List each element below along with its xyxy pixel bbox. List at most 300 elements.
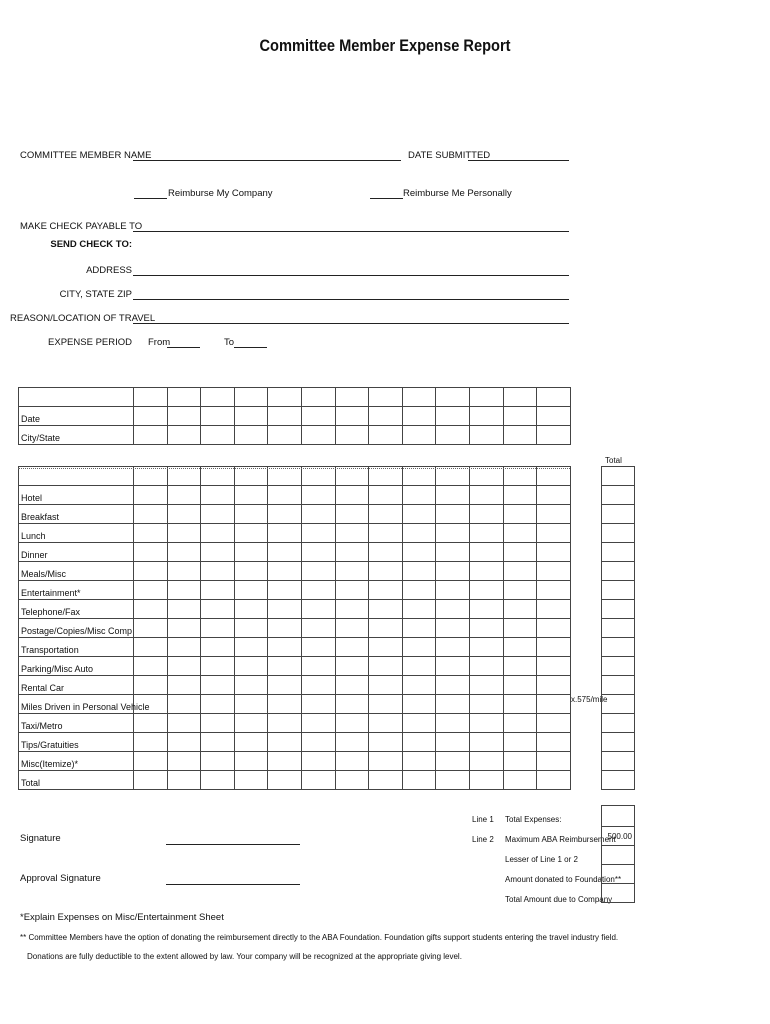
expense-cell[interactable] — [268, 524, 302, 543]
expense-cell[interactable] — [134, 486, 168, 505]
city-state-zip-field[interactable] — [133, 299, 569, 300]
total-cell[interactable] — [602, 714, 635, 733]
expense-cell[interactable] — [234, 543, 268, 562]
expense-cell[interactable] — [369, 657, 403, 676]
expense-cell[interactable] — [134, 752, 168, 771]
expense-cell[interactable] — [201, 543, 235, 562]
expense-cell[interactable] — [402, 676, 436, 695]
expense-cell[interactable] — [134, 543, 168, 562]
expense-cell[interactable] — [503, 657, 537, 676]
expense-cell[interactable] — [234, 619, 268, 638]
expense-cell[interactable] — [469, 733, 503, 752]
expense-cell[interactable] — [537, 581, 571, 600]
expense-cell[interactable] — [167, 714, 201, 733]
expense-cell[interactable] — [201, 638, 235, 657]
expense-cell[interactable] — [537, 714, 571, 733]
expense-cell[interactable] — [369, 676, 403, 695]
expense-cell[interactable] — [537, 638, 571, 657]
expense-cell[interactable] — [335, 543, 369, 562]
expense-cell[interactable] — [469, 524, 503, 543]
expense-cell[interactable] — [234, 752, 268, 771]
expense-cell[interactable] — [134, 771, 168, 790]
expense-cell[interactable] — [234, 505, 268, 524]
date-cell[interactable] — [201, 407, 235, 426]
date-cell[interactable] — [335, 426, 369, 445]
expense-cell[interactable] — [167, 695, 201, 714]
expense-cell[interactable] — [201, 524, 235, 543]
expense-cell[interactable] — [134, 714, 168, 733]
expense-cell[interactable] — [537, 752, 571, 771]
date-cell[interactable] — [369, 407, 403, 426]
expense-cell[interactable] — [335, 638, 369, 657]
date-cell[interactable] — [268, 388, 302, 407]
to-field[interactable] — [234, 347, 267, 348]
expense-cell[interactable] — [167, 638, 201, 657]
expense-cell[interactable] — [503, 771, 537, 790]
date-cell[interactable] — [537, 407, 571, 426]
expense-cell[interactable] — [234, 657, 268, 676]
expense-cell[interactable] — [469, 676, 503, 695]
expense-cell[interactable] — [134, 581, 168, 600]
expense-cell[interactable] — [369, 752, 403, 771]
expense-cell[interactable] — [301, 676, 335, 695]
expense-cell[interactable] — [537, 505, 571, 524]
expense-cell[interactable] — [436, 771, 470, 790]
expense-cell[interactable] — [469, 695, 503, 714]
expense-cell[interactable] — [402, 638, 436, 657]
expense-cell[interactable] — [234, 600, 268, 619]
reimburse-company-checkbox[interactable] — [134, 198, 167, 199]
expense-cell[interactable] — [301, 771, 335, 790]
expense-cell[interactable] — [537, 676, 571, 695]
expense-cell[interactable] — [201, 581, 235, 600]
expense-cell[interactable] — [301, 581, 335, 600]
approval-signature-field[interactable] — [166, 884, 300, 885]
date-cell[interactable] — [134, 388, 168, 407]
expense-cell[interactable] — [201, 752, 235, 771]
date-cell[interactable] — [167, 426, 201, 445]
expense-cell[interactable] — [335, 505, 369, 524]
expense-cell[interactable] — [268, 771, 302, 790]
expense-cell[interactable] — [234, 524, 268, 543]
expense-cell[interactable] — [537, 733, 571, 752]
expense-cell[interactable] — [503, 486, 537, 505]
total-cell[interactable] — [602, 467, 635, 486]
expense-cell[interactable] — [402, 524, 436, 543]
expense-cell[interactable] — [469, 771, 503, 790]
expense-cell[interactable] — [537, 695, 571, 714]
expense-cell[interactable] — [436, 467, 470, 486]
expense-cell[interactable] — [201, 733, 235, 752]
expense-cell[interactable] — [436, 600, 470, 619]
expense-cell[interactable] — [469, 505, 503, 524]
expense-cell[interactable] — [402, 752, 436, 771]
expense-cell[interactable] — [167, 562, 201, 581]
total-cell[interactable] — [602, 486, 635, 505]
expense-cell[interactable] — [301, 638, 335, 657]
expense-cell[interactable] — [234, 467, 268, 486]
total-cell[interactable] — [602, 695, 635, 714]
expense-cell[interactable] — [335, 771, 369, 790]
date-cell[interactable] — [335, 388, 369, 407]
date-cell[interactable] — [436, 407, 470, 426]
expense-cell[interactable] — [537, 524, 571, 543]
expense-cell[interactable] — [201, 657, 235, 676]
expense-cell[interactable] — [402, 543, 436, 562]
expense-cell[interactable] — [268, 543, 302, 562]
expense-cell[interactable] — [503, 733, 537, 752]
expense-cell[interactable] — [402, 695, 436, 714]
expense-cell[interactable] — [335, 600, 369, 619]
expense-cell[interactable] — [201, 771, 235, 790]
expense-cell[interactable] — [234, 695, 268, 714]
expense-cell[interactable] — [436, 657, 470, 676]
date-cell[interactable] — [301, 388, 335, 407]
expense-cell[interactable] — [201, 714, 235, 733]
expense-cell[interactable] — [134, 562, 168, 581]
total-cell[interactable] — [602, 543, 635, 562]
expense-cell[interactable] — [301, 600, 335, 619]
expense-cell[interactable] — [436, 638, 470, 657]
expense-cell[interactable] — [369, 524, 403, 543]
expense-cell[interactable] — [369, 467, 403, 486]
expense-cell[interactable] — [335, 752, 369, 771]
expense-cell[interactable] — [503, 619, 537, 638]
expense-cell[interactable] — [537, 562, 571, 581]
expense-cell[interactable] — [301, 562, 335, 581]
expense-cell[interactable] — [201, 676, 235, 695]
expense-cell[interactable] — [503, 676, 537, 695]
expense-cell[interactable] — [234, 733, 268, 752]
expense-cell[interactable] — [335, 581, 369, 600]
expense-cell[interactable] — [201, 600, 235, 619]
expense-cell[interactable] — [301, 619, 335, 638]
expense-cell[interactable] — [369, 619, 403, 638]
date-cell[interactable] — [167, 407, 201, 426]
expense-cell[interactable] — [167, 505, 201, 524]
date-submitted-field[interactable] — [468, 160, 569, 161]
expense-cell[interactable] — [167, 486, 201, 505]
date-cell[interactable] — [503, 407, 537, 426]
expense-cell[interactable] — [469, 543, 503, 562]
expense-cell[interactable] — [369, 638, 403, 657]
total-cell[interactable] — [602, 771, 635, 790]
expense-cell[interactable] — [402, 657, 436, 676]
expense-cell[interactable] — [134, 657, 168, 676]
expense-cell[interactable] — [167, 619, 201, 638]
total-cell[interactable] — [602, 657, 635, 676]
expense-cell[interactable] — [201, 505, 235, 524]
expense-cell[interactable] — [134, 600, 168, 619]
date-cell[interactable] — [201, 426, 235, 445]
expense-cell[interactable] — [369, 486, 403, 505]
date-cell[interactable] — [234, 407, 268, 426]
expense-cell[interactable] — [167, 467, 201, 486]
expense-cell[interactable] — [134, 638, 168, 657]
expense-cell[interactable] — [268, 752, 302, 771]
total-cell[interactable] — [602, 676, 635, 695]
total-row — [602, 695, 635, 714]
expense-cell[interactable] — [469, 600, 503, 619]
date-cell[interactable] — [469, 426, 503, 445]
member-name-field[interactable] — [133, 160, 401, 161]
expense-cell[interactable] — [167, 676, 201, 695]
expense-cell[interactable] — [301, 467, 335, 486]
expense-cell[interactable] — [234, 714, 268, 733]
expense-cell[interactable] — [301, 486, 335, 505]
date-cell[interactable] — [436, 388, 470, 407]
expense-cell[interactable] — [268, 600, 302, 619]
expense-cell[interactable] — [134, 733, 168, 752]
expense-cell[interactable] — [335, 714, 369, 733]
expense-cell[interactable] — [268, 676, 302, 695]
expense-cell[interactable] — [503, 505, 537, 524]
expense-cell[interactable] — [436, 752, 470, 771]
expense-cell[interactable] — [201, 486, 235, 505]
expense-cell[interactable] — [402, 581, 436, 600]
lesser-box[interactable] — [602, 846, 635, 865]
date-cell[interactable] — [469, 407, 503, 426]
expense-cell[interactable] — [436, 562, 470, 581]
total-row — [602, 562, 635, 581]
expense-cell[interactable] — [268, 657, 302, 676]
signature-label: Signature — [20, 833, 61, 844]
date-cell[interactable] — [469, 388, 503, 407]
expense-cell[interactable] — [335, 467, 369, 486]
expense-cell[interactable] — [369, 543, 403, 562]
expense-cell[interactable] — [369, 600, 403, 619]
expense-cell[interactable] — [335, 562, 369, 581]
address-field[interactable] — [133, 275, 569, 276]
expense-cell[interactable] — [369, 771, 403, 790]
expense-cell[interactable] — [335, 619, 369, 638]
expense-cell[interactable] — [503, 638, 537, 657]
expense-cell[interactable] — [234, 771, 268, 790]
expense-cell[interactable] — [167, 543, 201, 562]
expense-cell[interactable] — [537, 486, 571, 505]
expense-cell[interactable] — [436, 714, 470, 733]
expense-cell[interactable] — [402, 714, 436, 733]
date-cell[interactable] — [369, 388, 403, 407]
date-cell[interactable] — [503, 426, 537, 445]
expense-cell[interactable] — [469, 657, 503, 676]
date-cell[interactable] — [503, 388, 537, 407]
expense-cell[interactable] — [335, 676, 369, 695]
expense-cell[interactable] — [503, 581, 537, 600]
expense-cell[interactable] — [537, 619, 571, 638]
expense-cell[interactable] — [469, 581, 503, 600]
expense-cell[interactable] — [268, 638, 302, 657]
date-cell[interactable] — [134, 407, 168, 426]
expense-cell[interactable] — [234, 581, 268, 600]
expense-cell[interactable] — [134, 524, 168, 543]
expense-cell[interactable] — [537, 467, 571, 486]
expense-cell[interactable] — [335, 695, 369, 714]
expense-cell[interactable] — [436, 695, 470, 714]
total-cell[interactable] — [602, 600, 635, 619]
expense-cell[interactable] — [335, 524, 369, 543]
expense-cell[interactable] — [503, 543, 537, 562]
expense-cell[interactable] — [537, 771, 571, 790]
expense-cell[interactable] — [436, 619, 470, 638]
signature-field[interactable] — [166, 844, 300, 845]
total-cell[interactable] — [602, 505, 635, 524]
expense-cell[interactable] — [369, 505, 403, 524]
expense-cell[interactable] — [201, 467, 235, 486]
date-cell[interactable] — [335, 407, 369, 426]
date-cell[interactable] — [537, 388, 571, 407]
expense-cell[interactable] — [234, 638, 268, 657]
expense-cell[interactable] — [402, 771, 436, 790]
expense-cell[interactable] — [369, 562, 403, 581]
date-cell[interactable] — [268, 407, 302, 426]
expense-cell[interactable] — [402, 600, 436, 619]
expense-cell[interactable] — [402, 486, 436, 505]
total-cell[interactable] — [602, 619, 635, 638]
expense-cell[interactable] — [503, 600, 537, 619]
date-cell[interactable] — [301, 407, 335, 426]
date-cell[interactable] — [537, 426, 571, 445]
expense-cell[interactable] — [268, 562, 302, 581]
date-cell[interactable] — [402, 388, 436, 407]
expense-cell[interactable] — [301, 543, 335, 562]
expense-cell[interactable] — [201, 695, 235, 714]
total-cell[interactable] — [602, 524, 635, 543]
expense-cell[interactable] — [503, 467, 537, 486]
check-payable-field[interactable] — [133, 231, 569, 232]
expense-cell[interactable] — [301, 733, 335, 752]
expense-cell[interactable] — [436, 505, 470, 524]
total-row — [602, 505, 635, 524]
total-cell[interactable] — [602, 752, 635, 771]
expense-cell[interactable] — [436, 676, 470, 695]
expense-cell[interactable] — [167, 752, 201, 771]
total-cell[interactable] — [602, 638, 635, 657]
expense-cell[interactable] — [436, 581, 470, 600]
total-due-box[interactable] — [602, 884, 635, 903]
expense-cell[interactable] — [301, 695, 335, 714]
expense-cell[interactable] — [335, 486, 369, 505]
expense-cell[interactable] — [503, 752, 537, 771]
total-cell[interactable] — [602, 562, 635, 581]
expense-cell[interactable] — [436, 733, 470, 752]
expense-cell[interactable] — [469, 467, 503, 486]
expense-cell[interactable] — [436, 524, 470, 543]
expense-row — [19, 562, 571, 581]
expense-cell[interactable] — [503, 714, 537, 733]
expense-cell[interactable] — [335, 733, 369, 752]
reason-field[interactable] — [133, 323, 569, 324]
expense-cell[interactable] — [167, 600, 201, 619]
expense-cell[interactable] — [301, 752, 335, 771]
date-cell[interactable] — [134, 426, 168, 445]
expense-cell[interactable] — [268, 486, 302, 505]
expense-cell[interactable] — [402, 733, 436, 752]
expense-cell[interactable] — [134, 505, 168, 524]
expense-cell[interactable] — [167, 771, 201, 790]
expense-cell[interactable] — [268, 714, 302, 733]
expense-cell[interactable] — [134, 467, 168, 486]
expense-cell[interactable] — [402, 562, 436, 581]
date-cell[interactable] — [201, 388, 235, 407]
expense-cell[interactable] — [469, 486, 503, 505]
total-cell[interactable] — [602, 733, 635, 752]
expense-cell[interactable] — [167, 733, 201, 752]
date-cell[interactable] — [167, 388, 201, 407]
expense-cell[interactable] — [469, 619, 503, 638]
expense-cell[interactable] — [503, 562, 537, 581]
expense-cell[interactable] — [503, 695, 537, 714]
expense-cell[interactable] — [503, 524, 537, 543]
expense-cell[interactable] — [469, 638, 503, 657]
expense-row — [19, 752, 571, 771]
expense-cell[interactable] — [234, 486, 268, 505]
expense-cell[interactable] — [369, 695, 403, 714]
expense-cell[interactable] — [469, 714, 503, 733]
expense-cell[interactable] — [537, 600, 571, 619]
expense-cell[interactable] — [134, 676, 168, 695]
expense-cell[interactable] — [402, 505, 436, 524]
expense-cell[interactable] — [402, 467, 436, 486]
expense-cell[interactable] — [301, 714, 335, 733]
expense-cell[interactable] — [369, 714, 403, 733]
totals-column — [601, 466, 635, 790]
expense-cell[interactable] — [234, 562, 268, 581]
expense-cell[interactable] — [402, 619, 436, 638]
expense-cell[interactable] — [436, 486, 470, 505]
expense-cell[interactable] — [201, 562, 235, 581]
date-cell[interactable] — [234, 388, 268, 407]
expense-cell[interactable] — [167, 657, 201, 676]
expense-cell[interactable] — [167, 524, 201, 543]
expense-cell[interactable] — [268, 505, 302, 524]
expense-cell[interactable] — [335, 657, 369, 676]
expense-cell[interactable] — [268, 733, 302, 752]
expense-cell[interactable] — [268, 619, 302, 638]
expense-cell[interactable] — [301, 524, 335, 543]
expense-cell[interactable] — [268, 581, 302, 600]
expense-cell[interactable] — [167, 581, 201, 600]
donated-box[interactable] — [602, 865, 635, 884]
total-expenses-box[interactable] — [602, 806, 635, 827]
date-cell[interactable] — [402, 407, 436, 426]
total-cell[interactable] — [602, 581, 635, 600]
expense-cell[interactable] — [268, 695, 302, 714]
expense-cell[interactable] — [369, 733, 403, 752]
date-cell[interactable] — [369, 426, 403, 445]
expense-cell[interactable] — [301, 657, 335, 676]
expense-cell[interactable] — [301, 505, 335, 524]
expense-cell[interactable] — [234, 676, 268, 695]
date-cell[interactable] — [402, 426, 436, 445]
from-field[interactable] — [167, 347, 200, 348]
member-name-label: COMMITTEE MEMBER NAME — [20, 150, 152, 161]
expense-cell[interactable] — [436, 543, 470, 562]
expense-cell[interactable] — [469, 752, 503, 771]
expense-cell[interactable] — [369, 581, 403, 600]
date-cell[interactable] — [301, 426, 335, 445]
date-cell[interactable] — [436, 426, 470, 445]
date-cell[interactable] — [268, 426, 302, 445]
expense-cell[interactable] — [134, 619, 168, 638]
reimburse-personal-checkbox[interactable] — [370, 198, 403, 199]
expense-cell[interactable] — [537, 543, 571, 562]
date-cell[interactable] — [234, 426, 268, 445]
expense-cell[interactable] — [537, 657, 571, 676]
expense-cell[interactable] — [268, 467, 302, 486]
expense-cell[interactable] — [469, 562, 503, 581]
expense-cell[interactable] — [201, 619, 235, 638]
